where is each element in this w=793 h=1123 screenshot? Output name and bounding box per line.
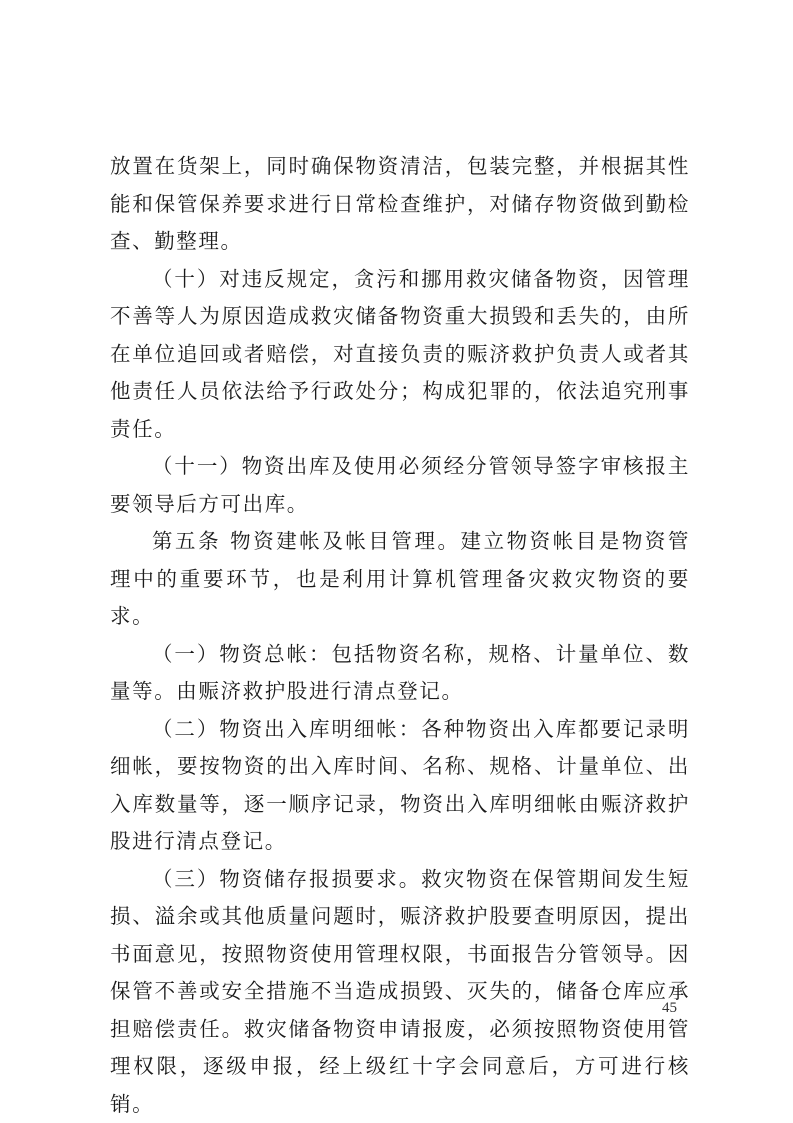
paragraph-continued: 放置在货架上，同时确保物资清洁，包装完整，并根据其性能和保管保养要求进行日常检查维护，对储存物资做到勤检查、勤整理。: [110, 148, 690, 261]
paragraph-item-2: （二）物资出入库明细帐：各种物资出入库都要记录明细帐，要按物资的出入库时间、名称、规格、计量单位、出入库数量等，逐一顺序记录，物资出入库明细帐由赈济救护股进行清点登记。: [110, 711, 690, 861]
paragraph-item-11: （十一）物资出库及使用必须经分管领导签字审核报主要领导后方可出库。: [110, 448, 690, 523]
document-body: [110, 148, 690, 1123]
paragraph-item-1: （一）物资总帐：包括物资名称，规格、计量单位、数量等。由赈济救护股进行清点登记。: [110, 636, 690, 711]
paragraph-article-5: 第五条 物资建帐及帐目管理。建立物资帐目是物资管理中的重要环节，也是利用计算机管理备灾救灾物资的要求。: [110, 523, 690, 636]
page-number: 45: [662, 1000, 677, 1017]
paragraph-item-3: （三）物资储存报损要求。救灾物资在保管期间发生短损、溢余或其他质量问题时，赈济救护股要查明原因，提出书面意见，按照物资使用管理权限，书面报告分管领导。因保管不善或安全措施不当造成损毁、灭失的，储备仓库应承担赔偿责任。救灾储备物资申请报废，必须按照物资使用管理权限，逐级申报，经上级红十字会同意后，方可进行核销。: [110, 861, 690, 1123]
paragraph-item-10: （十）对违反规定，贪污和挪用救灾储备物资，因管理不善等人为原因造成救灾储备物资重大损毁和丢失的，由所在单位追回或者赔偿，对直接负责的赈济救护负责人或者其他责任人员依法给予行政处分；构成犯罪的，依法追究刑事责任。: [110, 261, 690, 449]
